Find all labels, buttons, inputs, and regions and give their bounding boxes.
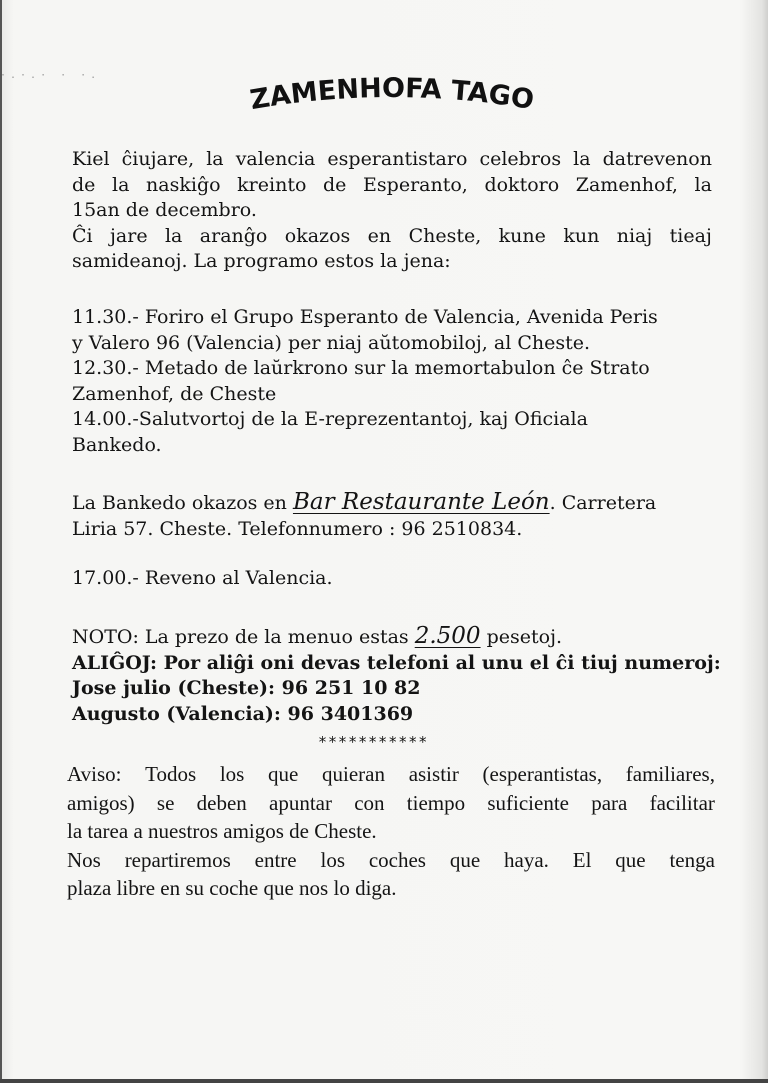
program-line: 14.00.-Salutvortoj de la E-reprezentantoj, kaj Oficiala xyxy=(72,408,588,430)
word: Todos xyxy=(145,762,197,786)
word: con xyxy=(354,790,385,815)
word: Kiel xyxy=(72,148,110,170)
intro-line xyxy=(72,147,712,173)
word: la xyxy=(164,224,183,247)
word: valencia xyxy=(235,148,316,170)
word: Esperanto, xyxy=(363,173,468,196)
word: kreinto xyxy=(237,173,307,196)
program-line: 11.30.- Foriro el Grupo Esperanto de Valencia, Avenida Peris xyxy=(72,306,658,328)
word: apuntar xyxy=(269,790,332,815)
aviso-line xyxy=(67,789,715,818)
reveno-line: 17.00.- Reveno al Valencia. xyxy=(72,567,333,589)
word: Cheste, xyxy=(408,224,482,247)
restaurant-name: Bar Restaurante León xyxy=(292,489,550,515)
word: coches xyxy=(368,847,426,872)
contact-valencia: Augusto (Valencia): 96 3401369 xyxy=(72,702,414,725)
aviso-paragraph xyxy=(67,760,717,903)
noto-suffix: pesetoj. xyxy=(480,626,563,648)
program-line: y Valero 96 (Valencia) per niaj aŭtomobiloj, al Cheste. xyxy=(72,331,591,354)
word: esperantistaro xyxy=(327,148,468,170)
bankedo-line-2: Liria 57. Cheste. Telefonnumero : 96 2510834. xyxy=(72,517,523,540)
word: en xyxy=(367,224,392,247)
word: la xyxy=(573,148,591,170)
word: doktoro xyxy=(484,173,560,196)
word: que xyxy=(449,847,481,872)
word: para xyxy=(591,790,628,815)
word: tiempo xyxy=(406,790,466,815)
word: Aviso: xyxy=(67,762,122,786)
word: asistir xyxy=(408,762,459,786)
word: datrevenon xyxy=(602,148,712,170)
word: repartiremos xyxy=(124,847,231,872)
aviso-line: la tarea a nuestros amigos de Cheste. xyxy=(67,819,377,843)
word: El xyxy=(572,847,592,872)
word: suficiente xyxy=(487,790,569,815)
word: facilitar xyxy=(649,790,715,815)
word: entre xyxy=(254,847,297,872)
word: haya. xyxy=(504,847,549,872)
aligoj-line: ALIĜOJ: Por aliĝi oni devas telefoni al unu el ĉi tiuj numeroj: xyxy=(72,651,721,674)
word: Nos xyxy=(67,847,101,872)
word: okazos xyxy=(284,224,351,247)
program-line: 12.30.- Metado de laŭrkrono sur la memortabulon ĉe Strato xyxy=(72,357,650,379)
scan-specks: ·.·.· · ·. xyxy=(0,70,101,81)
word: naskiĝo xyxy=(146,173,221,196)
intro-line: samideanoj. La programo estos la jena: xyxy=(72,250,451,272)
aviso-line xyxy=(67,760,715,789)
bankedo-prefix: La Bankedo okazos en xyxy=(72,492,293,514)
page-title: ZAMENHOFA TAGO xyxy=(247,72,537,117)
intro-line xyxy=(72,173,712,199)
program-line: Zamenhof, de Cheste xyxy=(72,382,277,405)
word: que xyxy=(615,847,646,872)
word: familiares, xyxy=(625,762,715,786)
word: aranĝo xyxy=(199,224,268,247)
word: celebros xyxy=(479,148,562,170)
aviso-line: plaza libre en su coche que nos lo diga. xyxy=(67,876,397,900)
word: quieran xyxy=(322,762,386,786)
menu-price: 2.500 xyxy=(414,623,481,649)
noto-line xyxy=(72,624,718,651)
word: kune xyxy=(498,224,546,247)
word: los xyxy=(320,847,345,872)
word: amigos) xyxy=(67,790,135,815)
word: de xyxy=(72,173,96,196)
word: que xyxy=(268,762,299,786)
title-svg xyxy=(222,72,562,126)
bankedo-suffix: . Carretera xyxy=(549,492,657,514)
program-line: Bankedo. xyxy=(72,433,162,456)
word: la xyxy=(112,173,130,196)
word: se xyxy=(156,790,175,815)
word: ĉiujare, xyxy=(121,148,195,170)
word: Zamenhof, xyxy=(575,173,678,196)
word: tenga xyxy=(669,847,715,872)
word: (esperantistas, xyxy=(482,762,603,786)
word: deben xyxy=(196,790,247,815)
contact-cheste: Jose julio (Cheste): 96 251 10 82 xyxy=(72,677,421,699)
word: niaj xyxy=(616,224,653,247)
noto-block xyxy=(72,623,721,727)
intro-paragraph xyxy=(72,147,718,275)
bankedo-line-1 xyxy=(72,490,718,517)
word: tieaj xyxy=(669,224,712,247)
word: la xyxy=(206,148,224,170)
noto-prefix: NOTO: La prezo de la menuo estas xyxy=(72,626,415,648)
word: Ĉi xyxy=(72,224,93,247)
intro-line xyxy=(72,224,712,250)
word: la xyxy=(694,173,712,196)
aviso-line xyxy=(67,846,715,875)
page-left-edge xyxy=(0,0,2,1083)
separator-stars: *********** xyxy=(318,733,429,751)
word: jare xyxy=(110,224,148,247)
page-bottom-edge xyxy=(0,1079,768,1083)
word: de xyxy=(323,173,347,196)
word: los xyxy=(219,762,245,786)
word: kun xyxy=(563,224,600,247)
bankedo-paragraph xyxy=(72,490,718,542)
intro-line: 15an de decembro. xyxy=(72,199,257,221)
program-list xyxy=(72,305,718,458)
page-title-wrap xyxy=(222,72,562,126)
